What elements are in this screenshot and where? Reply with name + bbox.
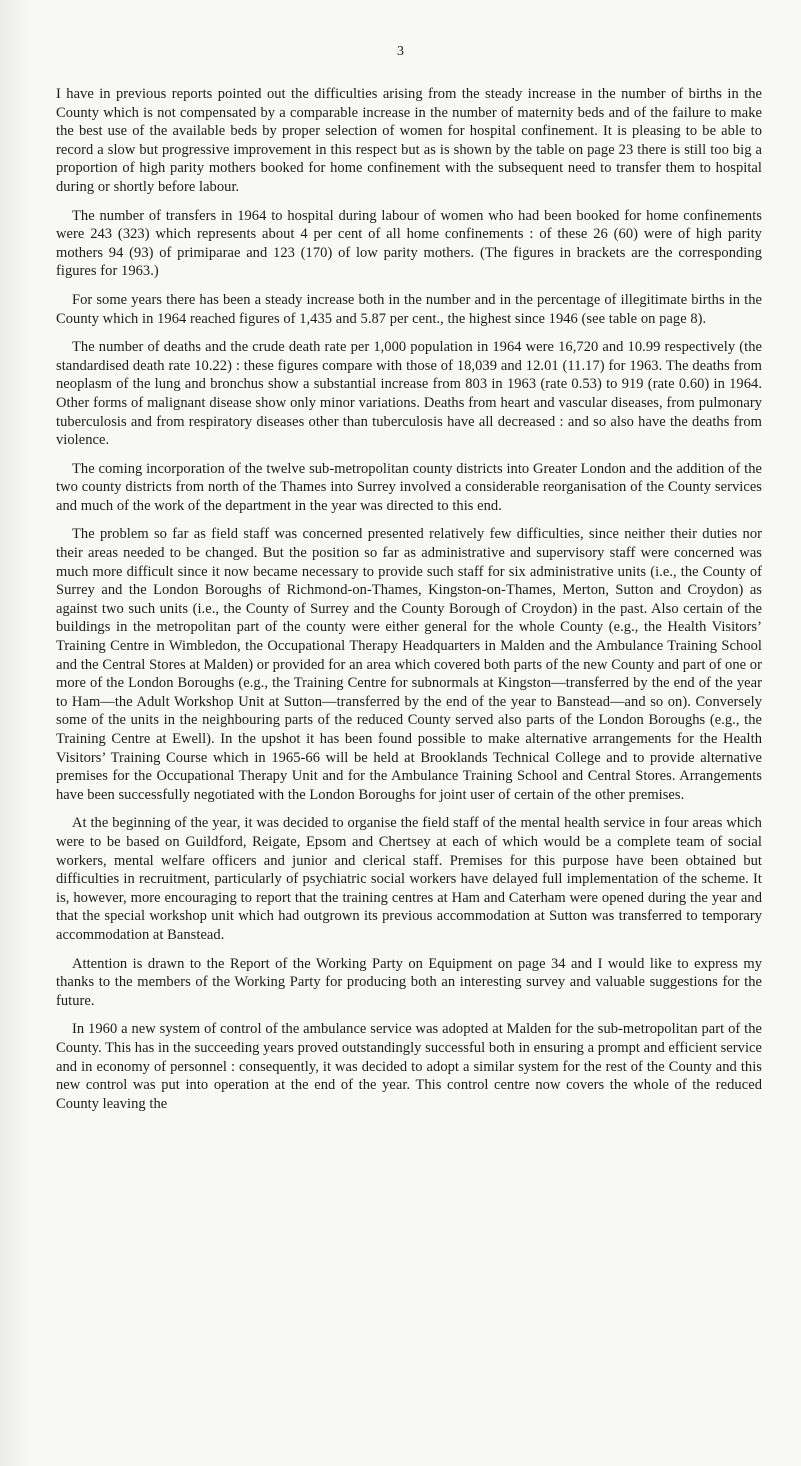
paragraph-reorganisation: The coming incorporation of the twelve sub-metropolitan county districts into Greater London and the addition of the two county districts from north of the Thames into Surrey involved a considerable reorganisation of the County services and much of the work of the department in the year was directed to this end.	[56, 460, 762, 514]
paragraph-illegitimate-births: For some years there has been a steady increase both in the number and in the percentage of illegitimate births in the County which in 1964 reached figures of 1,435 and 5.87 per cent., the highest since 1946 (see table on page 8).	[56, 291, 762, 327]
page-number: 3	[397, 44, 404, 59]
scan-shadow	[0, 0, 30, 1466]
paragraph-ambulance-control: In 1960 a new system of control of the ambulance service was adopted at Malden for the sub-metropolitan part of the County. This has in the succeeding years proved outstandingly successful both in ensuring a prompt and efficient service and in economy of personnel : consequently, it was decided to adopt a similar system for the rest of the County and this new control was put into operation at the end of the year. This control centre now covers the whole of the reduced County leaving the	[56, 1021, 762, 1112]
paragraph-maternity-beds: I have in previous reports pointed out the difficulties arising from the steady increase in the number of births in the County which is not compensated by a comparable increase in the number of maternity beds and of the failure to make the best use of the available beds by proper selection of women for hospital confinement. It is pleasing to be able to record a slow but progressive improvement in this respect but as is shown by the table on page 23 there is still too big a proportion of high parity mothers booked for home confinement with the subsequent need to transfer them to hospital during or shortly before labour.	[56, 86, 762, 195]
paragraph-hospital-transfers: The number of transfers in 1964 to hospital during labour of women who had been booked for home confinements were 243 (323) which represents about 4 per cent of all home confinements : of these 26 (60) were of high parity mothers 94 (93) of primiparae and 123 (170) of low parity mothers. (The figures in brackets are the corresponding figures for 1963.)	[56, 207, 762, 280]
report-body	[56, 85, 762, 1123]
paragraph-field-staff: The problem so far as field staff was concerned presented relatively few difficulties, since neither their duties nor their areas needed to be changed. But the position so far as administrative and supervisory staff were concerned was much more difficult since it now became necessary to provide such staff for six administrative units (i.e., the County of Surrey and the London Boroughs of Richmond-on-Thames, Kingston-on-Thames, Merton, Sutton and Croydon) as against two such units (i.e., the County of Surrey and the County Borough of Croydon) in the past. Also certain of the buildings in the metropolitan part of the county were either general for the whole County (e.g., the Health Visitors’ Training Centre in Wimbledon, the Occupational Therapy Headquarters in Malden and the Ambulance Training School and the Central Stores at Malden) or provided for an area which covered both parts of the new County and part of one or more of the London Boroughs (e.g., the Training Centre for subnormals at Kingston—transferred by the end of the year to Ham—the Adult Workshop Unit at Sutton—transferred by the end of the year to Banstead—and so on). Conversely some of the units in the neighbouring parts of the reduced County served also parts of the London Boroughs (e.g., the Training Centre at Ewell). In the upshot it has been found possible to make alternative arrangements for the Health Visitors’ Training Course which in 1965-66 will be held at Brooklands Technical College and to provide alternative premises for the Occupational Therapy Unit and for the Ambulance Training School and Central Stores. Arrangements have been successfully negotiated with the London Boroughs for joint user of certain of the other premises.	[56, 526, 762, 803]
paragraph-death-rates: The number of deaths and the crude death rate per 1,000 population in 1964 were 16,720 and 10.99 respectively (the standardised death rate 10.22) : these figures compare with those of 18,039 and 12.01 (11.17) for 1963. The deaths from neoplasm of the lung and bronchus show a substantial increase from 803 in 1963 (rate 0.53) to 919 (rate 0.60) in 1964. Other forms of malignant disease show only minor variations. Deaths from heart and vascular diseases, from pulmonary tuberculosis and from respiratory diseases other than tuberculosis have all decreased : and so also have the deaths from violence.	[56, 339, 762, 449]
paragraph-working-party: Attention is drawn to the Report of the Working Party on Equipment on page 34 and I would like to express my thanks to the members of the Working Party for producing both an interesting survey and valuable suggestions for the future.	[56, 955, 762, 1009]
paragraph-mental-health: At the beginning of the year, it was decided to organise the field staff of the mental health service in four areas which were to be based on Guildford, Reigate, Epsom and Chertsey at each of which would be a complete team of social workers, mental welfare officers and junior and clerical staff. Premises for this purpose have been obtained but difficulties in recruitment, particularly of psychiatric social workers have delayed full implementation of the scheme. It is, however, more encouraging to report that the training centres at Ham and Caterham were opened during the year and that the special workshop unit which had outgrown its previous accommodation at Sutton was transferred to temporary accommodation at Banstead.	[56, 815, 762, 943]
